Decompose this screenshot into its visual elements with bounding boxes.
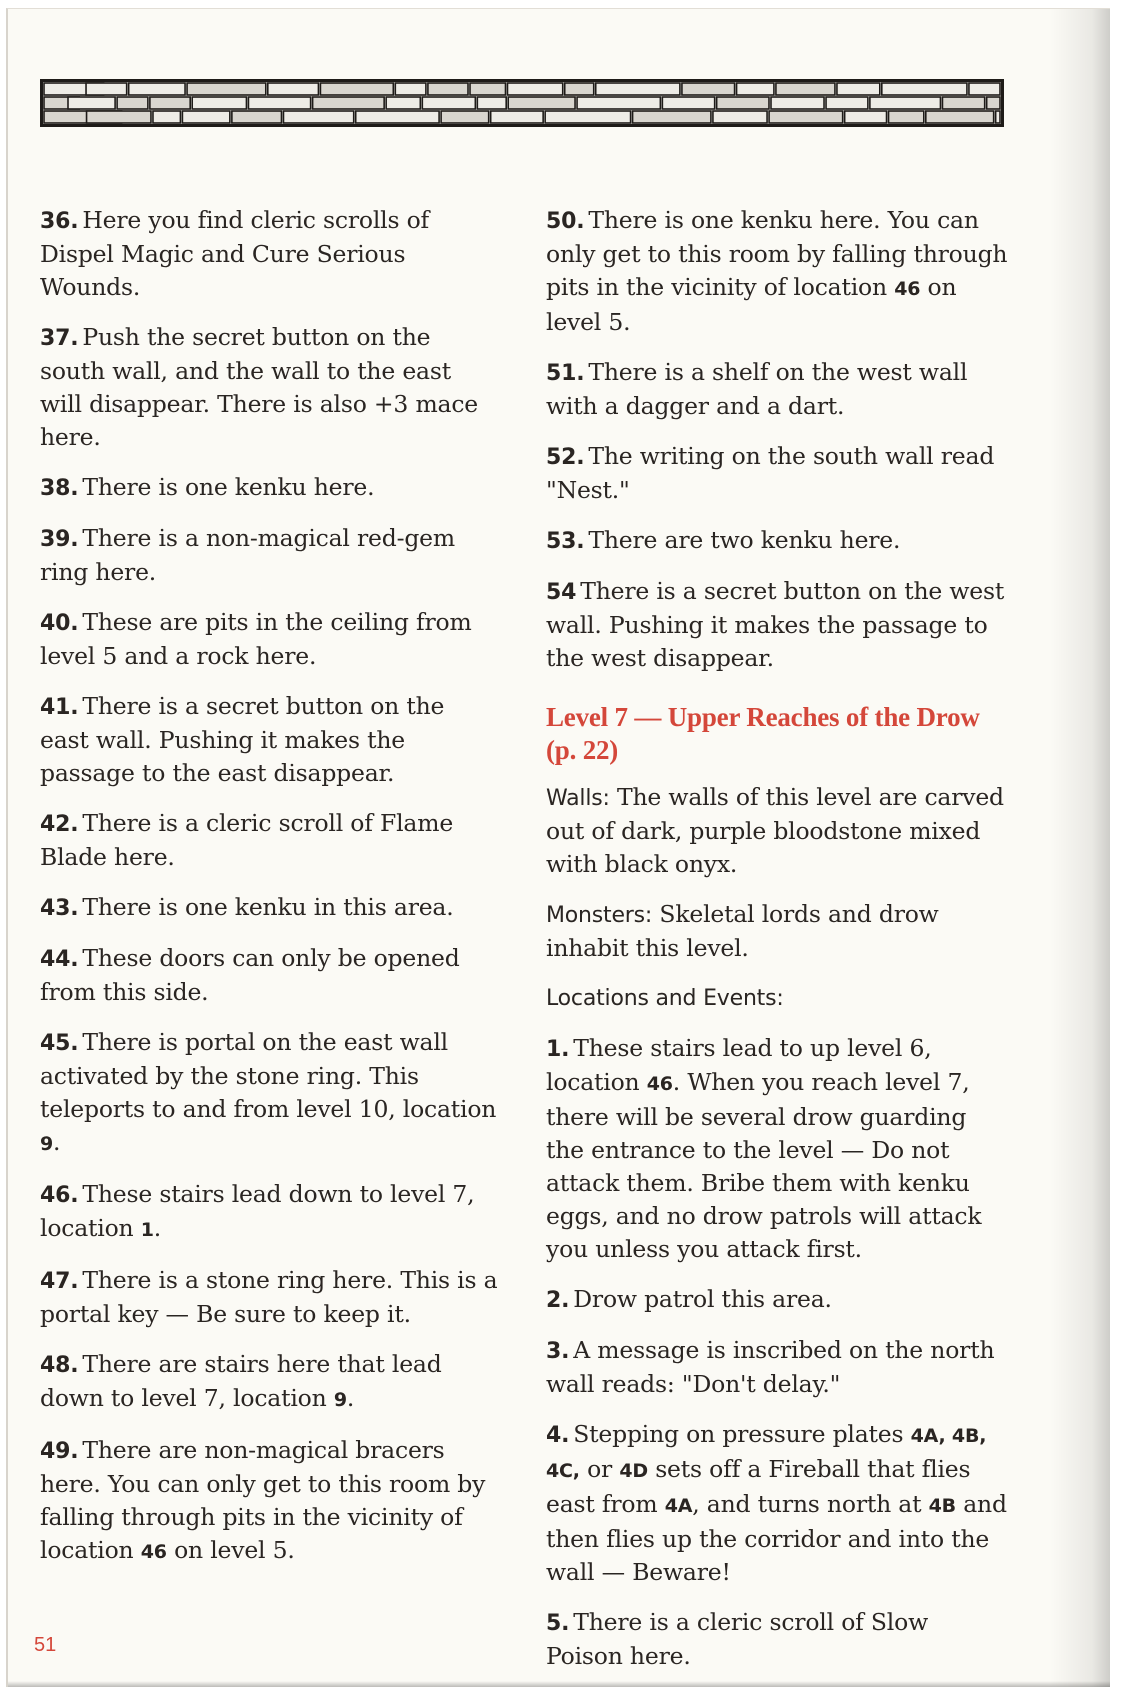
entry-number: 39. xyxy=(40,527,79,552)
entry-text: There is a shelf on the west wall with a dagger and a dart. xyxy=(546,358,968,420)
entry-text: There is portal on the east wall activated by the stone ring. This teleports to and from level 10, location xyxy=(40,1028,497,1123)
entry-number: 50. xyxy=(546,209,585,234)
entry-text: Push the secret button on the south wall, and the wall to the east will disappear. There is also +3 mace here. xyxy=(40,323,479,451)
brick-wall-banner xyxy=(40,79,1004,127)
monsters-description xyxy=(546,898,1008,965)
entry-text-tail: . When you reach level 7, there will be several drow guarding the entrance to the level — Do not attack them. Bribe them with kenku eggs, and no drow patrols will attack you unless you attack first. xyxy=(546,1068,982,1263)
entry-number: 3. xyxy=(546,1339,570,1364)
walls-text: The walls of this level are carved out of dark, purple bloodstone mixed with black onyx. xyxy=(546,783,1004,878)
location-entry xyxy=(546,1418,1008,1589)
location-entry xyxy=(40,942,500,1009)
locations-heading: Locations and Events: xyxy=(546,986,784,1011)
entry-number: 49. xyxy=(40,1439,79,1464)
entry-text-tail: . xyxy=(153,1214,162,1242)
page-number: 51 xyxy=(34,1634,57,1656)
entry-number: 54 xyxy=(546,580,577,605)
entry-text: These are pits in the ceiling from level 5 and a rock here. xyxy=(40,608,472,670)
entry-number: 52. xyxy=(546,445,585,470)
entry-text: There are non-magical bracers here. You can only get to this room by falling through pits in the vicinity of location xyxy=(40,1436,486,1564)
entry-text-tail: on level 5. xyxy=(546,273,957,336)
entry-text-tail: sets off a Fireball that flies east from xyxy=(546,1455,971,1518)
location-entry xyxy=(40,321,500,454)
entry-number: 2. xyxy=(546,1288,570,1313)
entry-text: Here you find cleric scrolls of Dispel Magic and Cure Serious Wounds. xyxy=(40,206,430,301)
entry-number: 40. xyxy=(40,611,79,636)
entry-text-tail: and then flies up the corridor and into the wall — Beware! xyxy=(546,1490,1007,1586)
entry-number: 51. xyxy=(546,361,585,386)
walls-description xyxy=(546,781,1008,881)
location-reference: 4D xyxy=(619,1460,648,1482)
location-entry xyxy=(40,690,500,790)
location-entry xyxy=(40,522,500,589)
location-entry xyxy=(40,807,500,874)
location-reference: 46 xyxy=(646,1073,673,1095)
entry-text: There are stairs here that lead down to level 7, location xyxy=(40,1350,442,1412)
entry-text: The writing on the south wall read "Nest." xyxy=(546,442,995,504)
location-reference: 4A xyxy=(664,1495,693,1517)
entry-text: Stepping on pressure plates xyxy=(573,1420,911,1448)
book-page xyxy=(6,8,1110,1687)
location-entry xyxy=(40,606,500,673)
entry-number: 41. xyxy=(40,695,79,720)
entry-text: A message is inscribed on the north wall reads: "Don't delay." xyxy=(546,1336,995,1398)
location-entry xyxy=(40,1348,500,1417)
location-reference: 9 xyxy=(333,1389,347,1411)
location-entry xyxy=(546,575,1008,675)
entry-text: There is a secret button on the east wall. Pushing it makes the passage to the east disappear. xyxy=(40,692,445,787)
location-entry xyxy=(40,891,500,925)
entry-text: There is a cleric scroll of Slow Poison here. xyxy=(546,1608,928,1670)
entry-number: 43. xyxy=(40,896,79,921)
entry-number: 1. xyxy=(546,1037,570,1062)
entry-number: 36. xyxy=(40,209,79,234)
entry-text-tail: , and turns north at xyxy=(692,1490,929,1518)
location-entry xyxy=(546,1032,1008,1266)
entry-text: These stairs lead to up level 6, location xyxy=(546,1034,932,1096)
monsters-text: Skeletal lords and drow inhabit this level. xyxy=(546,900,939,962)
location-entry xyxy=(546,1283,1008,1317)
page-gutter-shadow xyxy=(1050,9,1110,1687)
location-entry xyxy=(40,1026,500,1161)
location-entry xyxy=(40,1264,500,1331)
entry-text-tail: . xyxy=(53,1128,61,1156)
location-entry xyxy=(40,1178,500,1247)
location-reference: 4A, 4B, 4C, xyxy=(546,1425,987,1482)
location-reference: 46 xyxy=(894,278,921,300)
entry-number: 48. xyxy=(40,1353,79,1378)
entry-text-tail: . xyxy=(346,1384,355,1412)
entry-text: There is a non-magical red-gem ring here. xyxy=(40,524,455,586)
location-entry xyxy=(546,204,1008,339)
entry-text: There is one kenku here. You can only get to this room by falling through pits in the vicinity of location xyxy=(546,206,1008,301)
location-entry xyxy=(546,440,1008,507)
location-reference: 4B xyxy=(928,1495,956,1517)
location-entry xyxy=(546,1606,1008,1673)
left-column xyxy=(40,204,500,1586)
entry-number: 4. xyxy=(546,1423,570,1448)
entry-text: These stairs lead down to level 7, location xyxy=(40,1180,475,1242)
entry-number: 45. xyxy=(40,1031,79,1056)
entry-text-tail: on level 5. xyxy=(166,1536,295,1564)
entry-text: There is one kenku in this area. xyxy=(82,893,454,921)
location-entry xyxy=(546,1334,1008,1401)
location-reference: 1 xyxy=(140,1219,154,1241)
entry-text: There is a secret button on the west wall. Pushing it makes the passage to the west disappear. xyxy=(546,577,1005,672)
entry-number: 38. xyxy=(40,476,79,501)
entry-number: 46. xyxy=(40,1183,79,1208)
location-entry xyxy=(546,524,1008,558)
entry-text: These doors can only be opened from this side. xyxy=(40,944,460,1006)
entry-text: There is a stone ring here. This is a portal key — Be sure to keep it. xyxy=(40,1266,498,1328)
location-reference: 9 xyxy=(40,1133,54,1155)
level-7-heading: Level 7 — Upper Reaches of the Drow (p. 22) xyxy=(546,702,980,765)
entry-text: Drow patrol this area. xyxy=(573,1285,832,1313)
location-reference: 46 xyxy=(140,1541,167,1563)
location-entry xyxy=(40,204,500,304)
location-entry xyxy=(40,471,500,505)
entry-text: There is a cleric scroll of Flame Blade here. xyxy=(40,809,454,871)
entry-number: 53. xyxy=(546,529,585,554)
entry-number: 47. xyxy=(40,1269,79,1294)
entry-text-tail: or xyxy=(579,1455,620,1483)
entry-number: 42. xyxy=(40,812,79,837)
brick-pattern-graphic xyxy=(43,82,1001,124)
entry-number: 44. xyxy=(40,947,79,972)
right-column xyxy=(546,204,1008,1690)
entry-number: 5. xyxy=(546,1611,570,1636)
entry-text: There is one kenku here. xyxy=(82,473,375,501)
location-entry xyxy=(546,356,1008,423)
monsters-label: Monsters: xyxy=(546,903,653,928)
entry-number: 37. xyxy=(40,326,79,351)
walls-label: Walls: xyxy=(546,786,610,811)
entry-text: There are two kenku here. xyxy=(588,526,901,554)
location-entry xyxy=(40,1434,500,1569)
